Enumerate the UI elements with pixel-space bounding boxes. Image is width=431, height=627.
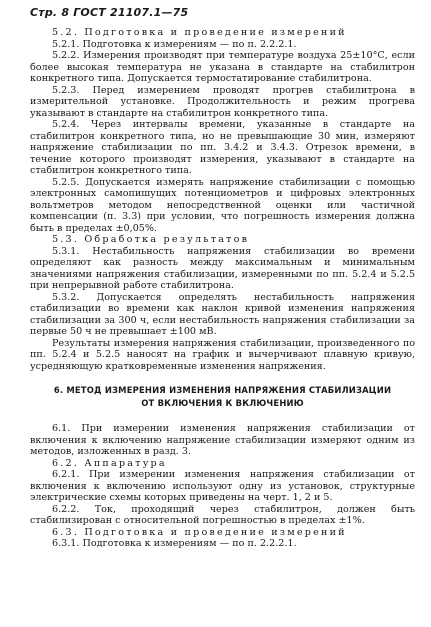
paragraph-5-2-4: 5.2.4. Через интервалы времени, указанные в стандарте на стабилитрон конкретного типа, но не превышающие 30 мин, измеряют напряжение стабилизации по пп. 3.4.2 и 3.4.3. Отрезок времени, в течение которого производят измерения, указывают в стандарте на стабилитрон конкретного типа. [30,119,415,176]
paragraph-5-2-5: 5.2.5. Допускается измерять напряжение стабилизации с помощью электронных самопишущих потенциометров и цифровых электронных вольтметров методом непосредственной оценки или частичной компенсации (п. 3.3) при условии, что погрешность измерения должна быть в пределах ±0,05%. [30,176,415,234]
paragraph-6-1: 6.1. При измерении изменения напряжения стабилизации от включения к включению напряжение стабилизации измеряют одним из методов, изложенных в разд. 3. [30,423,415,457]
paragraph-5-3-2: 5.3.2. Допускается определять нестабильность напряжения стабилизации во времени как наклон кривой изменения напряжения стабилизации за 300 ч, если нестабильность напряжения стабилизации за первые 50 ч не превышает ±100 мВ. [30,291,415,337]
paragraph-6-2-2: 6.2.2. Ток, проходящий через стабилитрон, должен быть стабилизирован с относительной погрешностью в пределах ±1%. [30,503,415,526]
paragraph-5-2-2: 5.2.2. Измерения производят при температуре воздуха 25±10°С, если более высокая температура не указана в стандарте на стабилитрон конкретного типа. Допускается термостатирование стабилитрона. [30,50,415,84]
section-6-heading-line1: 6. МЕТОД ИЗМЕРЕНИЯ ИЗМЕНЕНИЯ НАПРЯЖЕНИЯ СТАБИЛИЗАЦИИ [53,385,392,395]
section-6-heading [30,384,415,410]
section-5-paragraphs [30,27,415,372]
paragraph-6-3: 6.3. Подготовка и проведение измерений [52,526,347,538]
paragraph-6-2-1: 6.2.1. При измерении изменения напряжения стабилизации от включения к включению используют одну из установок, структурные электрические схемы которых приведены на черт. 1, 2 и 5. [30,469,415,503]
page-header: Стр. 8 ГОСТ 21107.1—75 [30,6,189,19]
section-6-heading-line2: ОТ ВКЛЮЧЕНИЯ К ВКЛЮЧЕНИЮ [141,398,304,408]
document-body [30,27,415,550]
paragraph-5-3: 5.3. Обработка результатов [52,234,250,245]
paragraph-6-2: 6.2. Аппаратура [52,457,167,469]
paragraph-5-3-1: 5.3.1. Нестабильность напряжения стабилизации во времени определяют как разность между максимальным и минимальным значениями напряжения стабилизации, измеренными по пп. 5.2.4 и 5.2.5 при непрерывной работе стабилитрона. [30,245,415,291]
paragraph-5-2-1: 5.2.1. Подготовка к измерениям — по п. 2.2.2.1. [52,38,297,50]
paragraph-results: Результаты измерения напряжения стабилизации, произведенного по пп. 5.2.4 и 5.2.5 наносят на график и вычерчивают плавную кривую, усредняющую кратковременные изменения напряжения. [30,337,415,372]
paragraph-6-3-1: 6.3.1. Подготовка к измерениям — по п. 2.2.2.1. [52,538,297,549]
section-6-paragraphs [30,423,415,550]
paragraph-5-2: 5.2. Подготовка и проведение измерений [52,27,347,38]
paragraph-5-2-3: 5.2.3. Перед измерением проводят прогрев стабилитрона в измерительной установке. Продолжительность и режим прогрева указывают в стандарте на стабилитрон конкретного типа. [30,84,415,119]
